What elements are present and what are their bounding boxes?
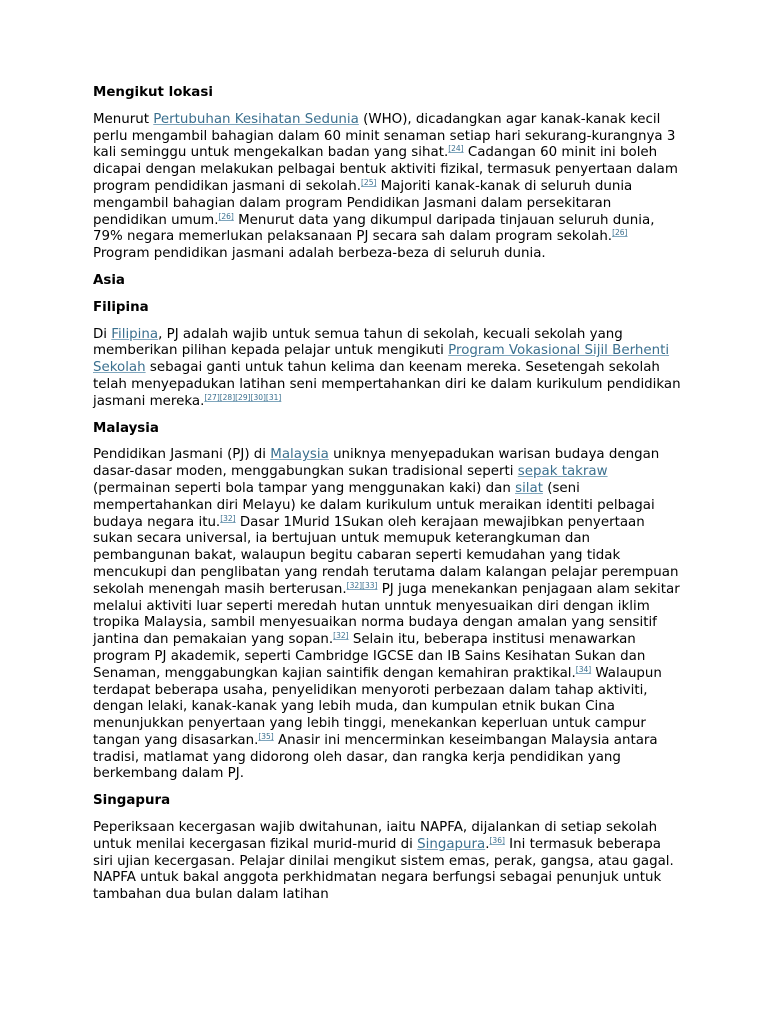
link-malaysia[interactable]: Malaysia xyxy=(270,447,329,463)
heading-singapura: Singapura xyxy=(93,793,171,809)
citation-34[interactable]: [34] xyxy=(575,664,592,674)
link-program-vokasional[interactable]: Program Vokasional Sijil Berhenti Sekolah xyxy=(93,343,670,376)
link-silat[interactable]: silat xyxy=(515,480,543,496)
citation-35[interactable]: [35] xyxy=(258,731,274,741)
link-pertubuhan-kesihatan-sedunia[interactable]: Pertubuhan Kesihatan Sedunia xyxy=(153,111,359,127)
link-sepak-takraw[interactable]: sepak takraw xyxy=(517,464,608,480)
citation-26b[interactable]: [26] xyxy=(612,228,628,238)
citation-24[interactable]: [24] xyxy=(448,144,464,154)
citation-26[interactable]: [26] xyxy=(218,211,234,221)
link-filipina[interactable]: Filipina xyxy=(111,326,159,342)
heading-filipina: Filipina xyxy=(93,299,149,315)
citation-27-31[interactable]: [27][28][29][30][31] xyxy=(204,392,282,402)
citation-32-33[interactable]: [32][33] xyxy=(346,580,378,590)
heading-malaysia: Malaysia xyxy=(93,420,159,436)
article-body xyxy=(93,85,683,914)
paragraph-filipina: Di Filipina, PJ adalah wajib untuk semua tahun di sekolah, kecuali sekolah yang memberikan pilihan kepada pelajar untuk mengikuti Program Vokasional Sijil Berhenti Sekolah sebagai ganti untuk tahun kelima dan keenam mereka. Sesetengah sekolah telah menyepadukan latihan seni mempertahankan diri ke dalam kurikulum pendidikan jasmani mereka.[27][28][29][30][31] xyxy=(93,326,681,409)
heading-mengikut-lokasi: Mengikut lokasi xyxy=(93,85,213,100)
citation-36[interactable]: [36] xyxy=(489,835,505,845)
paragraph-malaysia: Pendidikan Jasmani (PJ) di Malaysia uniknya menyepadukan warisan budaya dengan dasar-dasar moden, menggabungkan sukan tradisional seperti sepak takraw (permainan seperti bola tampar yang menggunakan kaki) dan silat (seni mempertahankan diri Melayu) ke dalam kurikulum untuk meraikan identiti pelbagai budaya negara itu.[32] Dasar 1Murid 1Sukan oleh kerajaan mewajibkan penyertaan sukan secara universal, ia bertujuan untuk memupuk keterangkuman dan pembangunan bakat, walaupun begitu cabaran seperti kemudahan yang tidak mencukupi dan penglibatan yang rendah terutama dalam kalangan pelajar perempuan sekolah menengah masih berterusan.[32][33] PJ juga menekankan penjagaan alam sekitar melalui aktiviti luar seperti meredah hutan unntuk menyesuaikan diri dengan iklim tropika Malaysia, sambil menyesuaikan norma budaya dengan amalan yang sensitif jantina dan pemakaian yang sopan.[32] Selain itu, beberapa institusi menawarkan program PJ akademik, seperti Cambridge IGCSE dan IB Sains Kesihatan Sukan dan Senaman, menggabungkan kajian saintifik dengan kemahiran praktikal.[34] Walaupun terdapat beberapa usaha, penyelidikan menyoroti perbezaan dalam tahap aktiviti, dengan lelaki, kanak-kanak yang lebih muda, dan kumpulan etnik bukan Cina menunjukkan penyertaan yang lebih tinggi, menekankan keperluan untuk campur tangan yang disasarkan.[35] Anasir ini mencerminkan keseimbangan Malaysia antara tradisi, matlamat yang didorong oleh dasar, dan rangka kerja pendidikan yang berkembang dalam PJ. xyxy=(93,447,680,782)
citation-25[interactable]: [25] xyxy=(361,177,377,187)
link-singapura[interactable]: Singapura xyxy=(417,836,486,852)
citation-32b[interactable]: [32] xyxy=(333,631,349,641)
paragraph-lokasi: Menurut Pertubuhan Kesihatan Sedunia (WHO), dicadangkan agar kanak-kanak kecil perlu mengambil bahagian dalam 60 minit senaman setiap hari sekurang-kurangnya 3 kali seminggu untuk mengekalkan badan yang sihat.[24] Cadangan 60 minit ini boleh dicapai dengan melakukan pelbagai bentuk aktiviti fizikal, termasuk penyertaan dalam program pendidikan jasmani di sekolah.[25] Majoriti kanak-kanak di seluruh dunia mengambil bahagian dalam program Pendidikan Jasmani dalam persekitaran pendidikan umum.[26] Menurut data yang dikumpul daripada tinjauan seluruh dunia, 79% negara memerlukan pelaksanaan PJ secara sah dalam program sekolah.[26] Program pendidikan jasmani adalah berbeza-beza di seluruh dunia. xyxy=(93,111,678,262)
citation-32[interactable]: [32] xyxy=(220,513,236,523)
heading-asia: Asia xyxy=(93,272,125,288)
paragraph-singapura: Peperiksaan kecergasan wajib dwitahunan, iaitu NAPFA, dijalankan di setiap sekolah untuk menilai kecergasan fizikal murid-murid di Singapura.[36] Ini termasuk beberapa siri ujian kecergasan. Pelajar dinilai mengikut sistem emas, perak, gangsa, atau gagal. NAPFA untuk bakal anggota perkhidmatan negara berfungsi sebagai penunjuk untuk tambahan dua bulan dalam latihan xyxy=(93,820,674,903)
